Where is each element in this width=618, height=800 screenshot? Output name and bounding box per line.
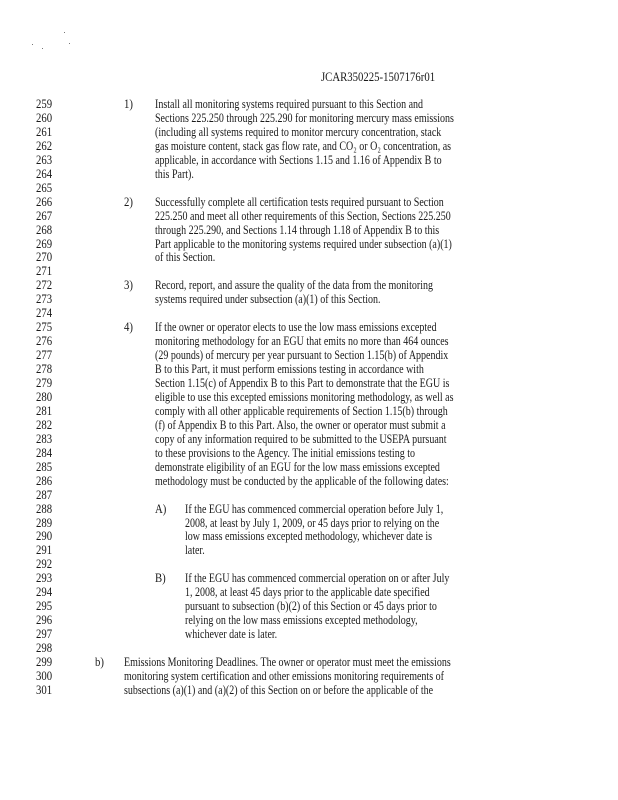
line-text: pursuant to subsection (b)(2) of this Section or 45 days prior to [185, 599, 437, 614]
document-line [0, 488, 618, 502]
line-text: applicable, in accordance with Sections 1.15 and 1.16 of Appendix B to [155, 152, 442, 167]
line-text: low mass emissions excepted methodology, whichever date is [185, 529, 433, 544]
line-number: 276 [36, 334, 53, 349]
document-line [0, 292, 618, 306]
line-text: subsections (a)(1) and (a)(2) of this Section on or before the applicable of the [124, 682, 434, 697]
line-number: 266 [36, 194, 53, 209]
line-number: 259 [36, 97, 53, 111]
line-number: 275 [36, 320, 53, 335]
line-text: If the EGU has commenced commercial operation on or after July [185, 571, 450, 586]
document-line [0, 181, 618, 195]
document-line [0, 613, 618, 627]
line-number: 274 [36, 306, 53, 321]
line-text: (including all systems required to monitor mercury concentration, stack [155, 124, 442, 139]
line-number: 270 [36, 250, 53, 265]
document-line [0, 250, 618, 264]
line-text: comply with all other applicable requirements of Section 1.15(b) through [155, 403, 448, 418]
line-number: 290 [36, 529, 53, 544]
line-number: 281 [36, 403, 53, 418]
line-number: 268 [36, 222, 53, 237]
item-label: 1) [124, 97, 133, 111]
line-text: demonstrate eligibility of an EGU for the low mass emissions excepted [155, 459, 440, 474]
document-line [0, 348, 618, 362]
line-text: Record, report, and assure the quality of the data from the monitoring [155, 278, 433, 293]
line-number: 264 [36, 166, 53, 181]
item-label: 4) [124, 320, 133, 335]
line-number: 299 [36, 655, 53, 669]
line-text: methodology must be conducted by the applicable of the following dates: [155, 473, 449, 488]
document-line [0, 432, 618, 446]
document-line [0, 543, 618, 557]
document-line [0, 502, 618, 516]
line-number: 286 [36, 473, 53, 488]
line-number: 278 [36, 362, 53, 377]
line-number: 288 [36, 501, 53, 516]
document-line [0, 557, 618, 571]
item-label: B) [155, 571, 166, 586]
item-label: A) [155, 501, 167, 516]
line-number: 293 [36, 571, 53, 586]
line-number: 301 [36, 682, 53, 697]
line-number: 289 [36, 515, 53, 530]
document-line [0, 209, 618, 223]
line-text: 1, 2008, at least 45 days prior to the applicable date specified [185, 585, 430, 600]
line-number: 294 [36, 585, 53, 600]
document-line [0, 418, 618, 432]
line-text: B to this Part, it must perform emissions testing in accordance with [155, 362, 424, 377]
line-number: 265 [36, 180, 53, 195]
document-line [0, 320, 618, 334]
line-text: relying on the low mass emissions excepted methodology, [185, 613, 418, 628]
line-text: (29 pounds) of mercury per year pursuant to Section 1.15(b) of Appendix [155, 348, 449, 363]
document-line [0, 362, 618, 376]
line-number: 262 [36, 138, 53, 153]
line-number: 269 [36, 236, 53, 251]
line-text: 2008, at least by July 1, 2009, or 45 days prior to relying on the [185, 515, 440, 530]
document-line [0, 599, 618, 613]
line-text: eligible to use this excepted emissions monitoring methodology, as well as [155, 389, 454, 404]
item-label: 2) [124, 194, 133, 209]
line-number: 287 [36, 487, 53, 502]
document-line [0, 195, 618, 209]
document-line [0, 516, 618, 530]
item-label: 3) [124, 278, 133, 293]
line-text: monitoring system certification and other emissions monitoring requirements of [124, 668, 444, 683]
document-line [0, 571, 618, 585]
line-text: If the EGU has commenced commercial operation before July 1, [185, 501, 444, 516]
line-text: Sections 225.250 through 225.290 for monitoring mercury mass emissions [155, 110, 454, 125]
document-line [0, 306, 618, 320]
line-number: 291 [36, 543, 53, 558]
line-text: of this Section. [155, 250, 216, 265]
line-number: 279 [36, 376, 53, 390]
line-text: this Part). [155, 166, 194, 181]
document-line [0, 334, 618, 348]
document-line [0, 153, 618, 167]
document-line [0, 264, 618, 278]
line-number: 292 [36, 557, 53, 572]
line-text: monitoring methodology for an EGU that emits no more than 464 ounces [155, 334, 449, 349]
line-text: to these provisions to the Agency. The initial emissions testing to [155, 445, 415, 460]
line-number: 263 [36, 152, 53, 167]
line-text: gas moisture content, stack gas flow rate, and CO₂ or O₂ concentration, as [155, 138, 452, 153]
scan-specks [25, 30, 85, 55]
line-text: through 225.290, and Sections 1.14 through 1.18 of Appendix B to this [155, 222, 440, 237]
document-line [0, 139, 618, 153]
line-number: 261 [36, 124, 53, 139]
line-text: 225.250 and meet all other requirements of this Section, Sections 225.250 [155, 208, 451, 223]
line-number: 297 [36, 627, 53, 642]
line-text: Install all monitoring systems required pursuant to this Section and [155, 97, 424, 111]
document-line [0, 585, 618, 599]
document-id: JCAR350225-1507176r01 [321, 70, 436, 84]
document-line [0, 376, 618, 390]
document-line [0, 460, 618, 474]
line-text: later. [185, 543, 205, 558]
document-line [0, 683, 618, 697]
line-number: 296 [36, 613, 53, 628]
line-number: 277 [36, 348, 53, 363]
line-number: 271 [36, 264, 53, 279]
item-label: b) [95, 655, 104, 669]
line-number: 282 [36, 417, 53, 432]
line-text: If the owner or operator elects to use the low mass emissions excepted [155, 320, 437, 335]
document-line [0, 167, 618, 181]
document-line [0, 474, 618, 488]
document-line [0, 529, 618, 543]
line-text: copy of any information required to be submitted to the USEPA pursuant [155, 431, 447, 446]
document-line [0, 627, 618, 641]
line-text: whichever date is later. [185, 627, 278, 642]
line-number: 300 [36, 668, 53, 683]
document-line [0, 237, 618, 251]
line-text: systems required under subsection (a)(1) of this Section. [155, 292, 381, 307]
line-number: 284 [36, 445, 53, 460]
document-line [0, 446, 618, 460]
document-line [0, 404, 618, 418]
document-line [0, 97, 618, 111]
document-line [0, 390, 618, 404]
line-number: 260 [36, 110, 53, 125]
line-number: 272 [36, 278, 53, 293]
line-text: (f) of Appendix B to this Part. Also, the owner or operator must submit a [155, 417, 446, 432]
document-line [0, 278, 618, 292]
line-text: Section 1.15(c) of Appendix B to this Part to demonstrate that the EGU is [155, 376, 450, 390]
line-number: 285 [36, 459, 53, 474]
document-line [0, 111, 618, 125]
line-number: 280 [36, 389, 53, 404]
document-line [0, 223, 618, 237]
document-line [0, 655, 618, 669]
line-text: Emissions Monitoring Deadlines. The owner or operator must meet the emissions [124, 655, 451, 669]
document-line [0, 125, 618, 139]
line-text: Successfully complete all certification tests required pursuant to Section [155, 194, 444, 209]
line-number: 295 [36, 599, 53, 614]
document-line [0, 669, 618, 683]
line-number: 273 [36, 292, 53, 307]
line-number: 298 [36, 641, 53, 656]
document-line [0, 641, 618, 655]
line-text: Part applicable to the monitoring systems required under subsection (a)(1) [155, 236, 452, 251]
line-number: 267 [36, 208, 53, 223]
line-number: 283 [36, 431, 53, 446]
